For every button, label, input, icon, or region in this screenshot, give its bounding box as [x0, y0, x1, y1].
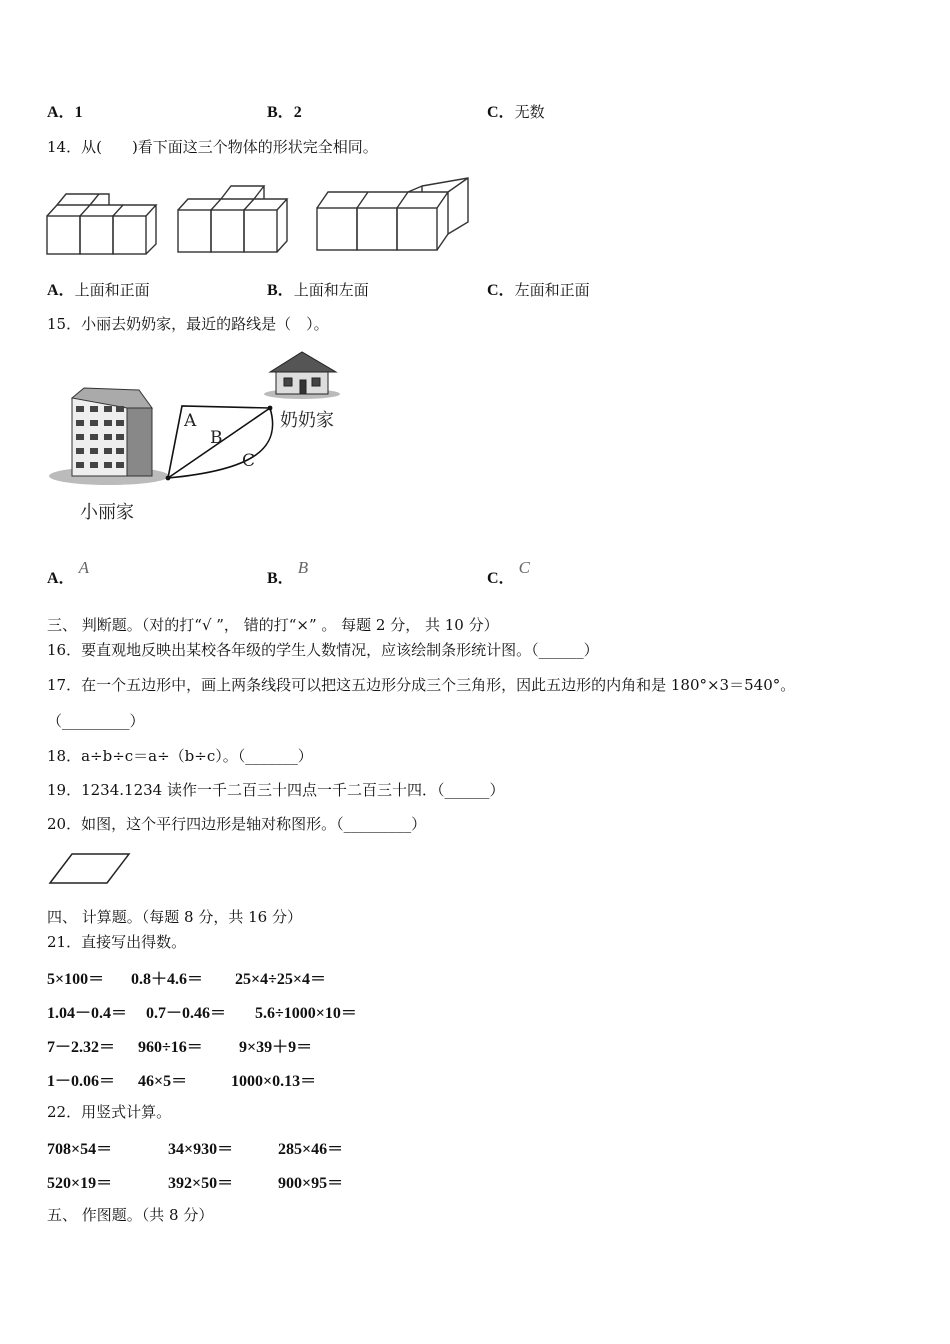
option-key: B． — [267, 282, 294, 299]
q22-stem: 22．用竖式计算。 — [47, 1103, 172, 1121]
q20-text: 20．如图，这个平行四边形是轴对称图形。（_________） — [47, 815, 427, 833]
vertical-calc-item: 708×54＝ — [47, 1141, 113, 1158]
option-text: 2 — [293, 104, 302, 121]
start-point — [166, 476, 171, 481]
q15-stem: 15．小丽去奶奶家，最近的路线是（ ）。 — [47, 315, 329, 333]
calc-item: 5×100＝ — [47, 971, 105, 988]
vertical-calc-item: 34×930＝ — [168, 1141, 234, 1158]
q14-option-b — [267, 280, 369, 301]
q14-cube-figures — [44, 172, 474, 260]
vertical-calc-item: 520×19＝ — [47, 1175, 113, 1192]
calc-item: 0.7－0.46＝ — [146, 1005, 227, 1022]
option-text: B — [297, 558, 309, 577]
section5-title: 五、 作图题。（共 8 分） — [47, 1206, 214, 1224]
option-text: 1 — [74, 104, 83, 121]
vertical-calc-item: 392×50＝ — [168, 1175, 234, 1192]
q17-text: 17．在一个五边形中，画上两条线段可以把这五边形分成三个三角形，因此五边形的内角和是 180°×3＝540°。 — [47, 676, 796, 694]
section4-title: 四、 计算题。（每题 8 分，共 16 分） — [47, 908, 302, 926]
q19-text: 19．1234.1234 读作一千二百三十四点一千二百三十四．（______） — [47, 781, 505, 799]
option-key: B． — [267, 570, 294, 587]
q13-option-a — [47, 102, 83, 123]
calc-item: 1000×0.13＝ — [231, 1073, 317, 1090]
calc-item: 9×39＋9＝ — [239, 1039, 313, 1056]
option-text: 上面和正面 — [74, 281, 150, 299]
cube-figure-3 — [317, 178, 468, 250]
grandma-home-label: 奶奶家 — [280, 410, 334, 431]
route-label-b: B — [210, 428, 223, 448]
calc-item: 1－0.06＝ — [47, 1073, 116, 1090]
option-text: C — [518, 558, 530, 577]
option-text: A — [78, 558, 89, 577]
option-key: A． — [47, 570, 75, 587]
end-point — [268, 406, 273, 411]
route-label-a: A — [184, 411, 197, 431]
option-key: B． — [267, 104, 294, 121]
calc-item: 1.04－0.4＝ — [47, 1005, 128, 1022]
q21-stem: 21．直接写出得数。 — [47, 933, 187, 951]
calc-item: 46×5＝ — [138, 1073, 188, 1090]
q13-option-c — [487, 102, 545, 123]
option-key: A． — [47, 282, 75, 299]
calc-item: 7－2.32＝ — [47, 1039, 116, 1056]
q15-option-c — [487, 558, 530, 589]
q16-text: 16．要直观地反映出某校各年级的学生人数情况，应该绘制条形统计图。（______） — [47, 641, 599, 659]
xiaoli-home-label: 小丽家 — [80, 502, 134, 523]
apartment-building-icon — [49, 388, 169, 485]
option-text: 左面和正面 — [514, 281, 590, 299]
q17-blank: （_________） — [47, 712, 145, 730]
calc-item: 25×4÷25×4＝ — [235, 971, 327, 988]
q14-option-c — [487, 280, 590, 301]
calc-item: 5.6÷1000×10＝ — [255, 1005, 357, 1022]
vertical-calc-item: 285×46＝ — [278, 1141, 344, 1158]
q13-option-b — [267, 102, 302, 123]
calc-item: 0.8＋4.6＝ — [131, 971, 204, 988]
house-icon — [264, 352, 340, 399]
option-key: C． — [487, 570, 515, 587]
route-label-c: C — [242, 451, 256, 471]
cube-figure-2 — [178, 186, 287, 252]
q14-stem: 14．从( )看下面这三个物体的形状完全相同。 — [47, 138, 378, 156]
q15-option-a — [47, 558, 89, 589]
cube-figure-1 — [47, 194, 156, 254]
calc-item: 960÷16＝ — [138, 1039, 203, 1056]
q15-route-figure — [44, 348, 364, 533]
section3-title: 三、 判断题。（对的打“√ ”， 错的打“×” 。 每题 2 分， 共 10 分） — [47, 616, 499, 634]
option-key: C． — [487, 282, 515, 299]
option-text: 上面和左面 — [293, 281, 369, 299]
parallelogram-figure — [48, 852, 132, 886]
option-text: 无数 — [514, 103, 545, 121]
q15-option-b — [267, 558, 309, 589]
q14-option-a — [47, 280, 150, 301]
q18-text: 18．a÷b÷c＝a÷（b÷c）。（_______） — [47, 747, 313, 765]
option-key: A． — [47, 104, 75, 121]
option-key: C． — [487, 104, 515, 121]
vertical-calc-item: 900×95＝ — [278, 1175, 344, 1192]
